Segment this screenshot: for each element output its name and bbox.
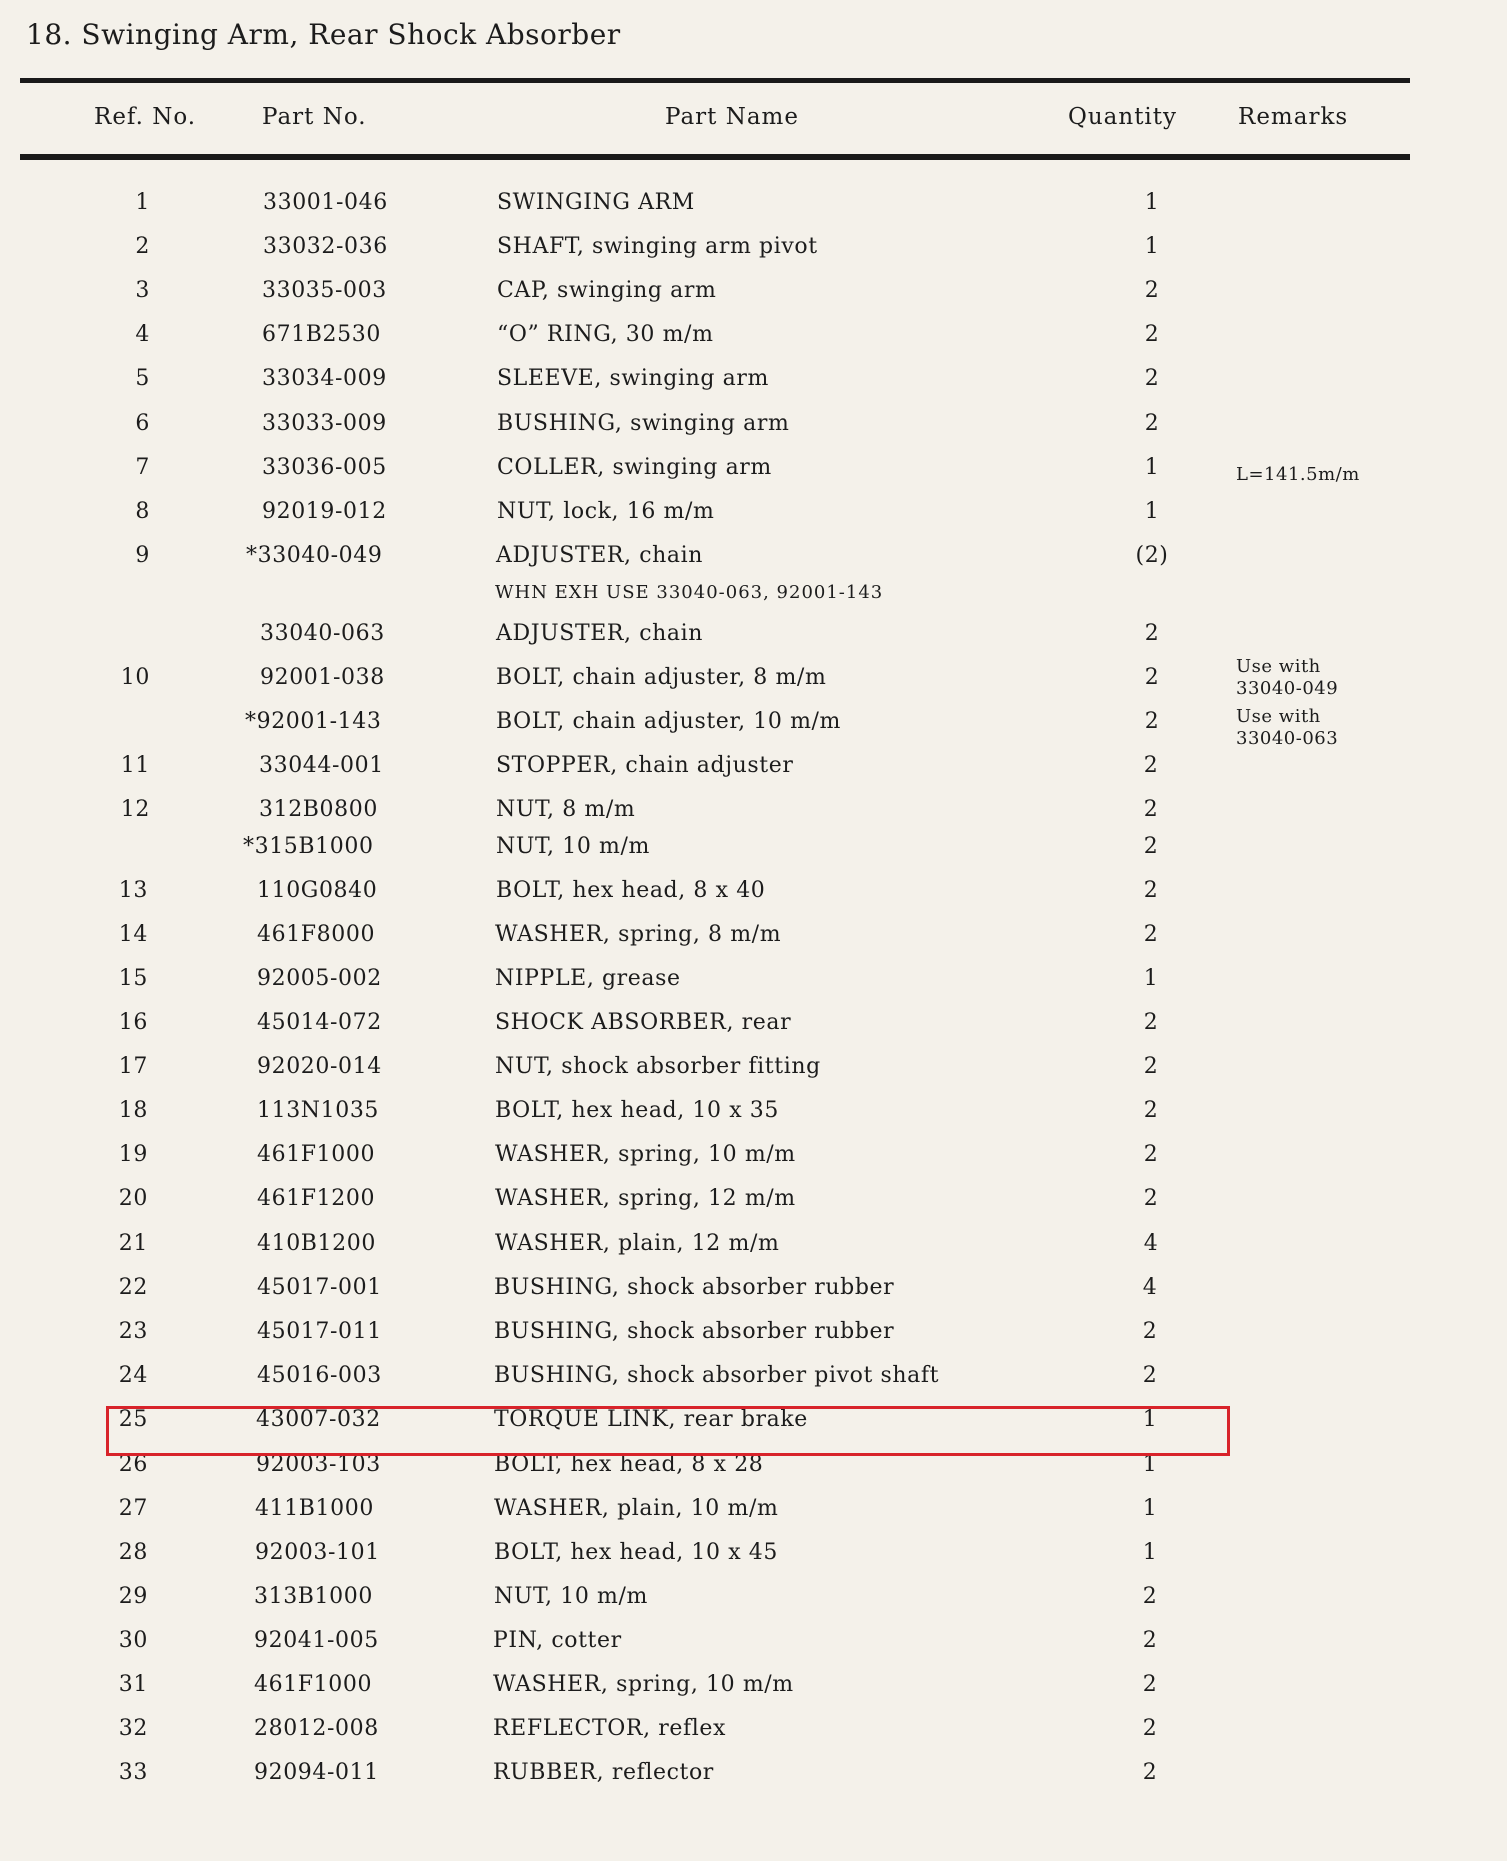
quantity-cell: 4 — [1142, 1275, 1158, 1300]
part-no-cell: 33033-009 — [262, 411, 387, 436]
ref-no-cell: 31 — [118, 1672, 148, 1697]
part-no-cell: 33040-063 — [260, 621, 385, 646]
table-row — [0, 1275, 1507, 1319]
part-name-cell: NUT, 10 m/m — [496, 834, 650, 859]
part-name-cell: BUSHING, shock absorber rubber — [494, 1275, 895, 1300]
quantity-cell: 1 — [1144, 499, 1160, 524]
table-row — [0, 190, 1507, 234]
part-name-cell: RUBBER, reflector — [493, 1760, 714, 1785]
quantity-cell: 2 — [1144, 621, 1160, 646]
part-name-cell: PIN, cotter — [493, 1628, 622, 1653]
part-no-cell: 92019-012 — [262, 499, 387, 524]
part-name-cell: “O” RING, 30 m/m — [497, 322, 714, 347]
part-name-cell: ADJUSTER, chain — [496, 543, 704, 568]
part-no-cell: 92094-011 — [254, 1760, 379, 1785]
ref-no-cell: 11 — [120, 753, 150, 778]
part-no-cell: 312B0800 — [259, 797, 378, 822]
ref-no-cell: 6 — [135, 411, 150, 436]
part-no-cell: *92001-143 — [245, 709, 382, 734]
ref-no-cell: 21 — [118, 1231, 148, 1256]
part-no-cell: 33001-046 — [263, 190, 388, 215]
quantity-cell: 2 — [1143, 834, 1159, 859]
part-no-cell: 92020-014 — [257, 1054, 382, 1079]
table-row — [0, 1584, 1507, 1628]
quantity-cell: 2 — [1142, 1760, 1158, 1785]
part-no-cell: 45017-001 — [257, 1275, 382, 1300]
table-row — [0, 834, 1507, 878]
part-name-cell: SHAFT, swinging arm pivot — [497, 234, 818, 259]
part-no-cell: *33040-049 — [246, 543, 383, 568]
table-row — [0, 543, 1507, 587]
quantity-cell: 2 — [1143, 878, 1159, 903]
table-row — [0, 1054, 1507, 1098]
ref-no-cell: 17 — [118, 1054, 148, 1079]
table-row — [0, 411, 1507, 455]
part-no-cell: 410B1200 — [257, 1231, 376, 1256]
quantity-cell: 2 — [1143, 1186, 1159, 1211]
quantity-cell: 1 — [1144, 455, 1160, 480]
ref-no-cell: 32 — [118, 1716, 148, 1741]
quantity-cell: 2 — [1142, 1363, 1158, 1388]
remarks-cell: Use with 33040-063 — [1236, 706, 1339, 749]
quantity-cell: 2 — [1143, 753, 1159, 778]
part-name-cell: WASHER, spring, 12 m/m — [495, 1186, 796, 1211]
table-row — [0, 1452, 1507, 1496]
part-name-cell: NUT, 10 m/m — [494, 1584, 648, 1609]
quantity-cell: 2 — [1142, 1319, 1158, 1344]
ref-no-cell: 33 — [118, 1760, 148, 1785]
ref-no-cell: 5 — [135, 366, 150, 391]
part-no-cell: 28012-008 — [254, 1716, 379, 1741]
part-name-cell: BOLT, hex head, 8 x 28 — [494, 1452, 764, 1477]
quantity-cell: 2 — [1144, 322, 1160, 347]
highlight-box — [106, 1406, 1230, 1456]
table-row — [0, 1540, 1507, 1584]
part-no-cell: 92041-005 — [254, 1628, 379, 1653]
table-row — [0, 753, 1507, 797]
part-name-cell: BUSHING, shock absorber pivot shaft — [494, 1363, 940, 1388]
ref-no-cell: 15 — [118, 966, 148, 991]
part-no-cell: 45014-072 — [257, 1010, 382, 1035]
ref-no-cell: 28 — [118, 1540, 148, 1565]
quantity-cell: 1 — [1144, 234, 1160, 259]
table-row — [0, 1760, 1507, 1804]
quantity-cell: 2 — [1144, 278, 1160, 303]
table-row — [0, 234, 1507, 278]
part-name-cell: TORQUE LINK, rear brake — [494, 1407, 808, 1432]
quantity-cell: 2 — [1143, 1098, 1159, 1123]
quantity-cell: (2) — [1135, 543, 1169, 568]
part-no-cell: 411B1000 — [255, 1496, 374, 1521]
part-no-cell: 45016-003 — [257, 1363, 382, 1388]
part-name-cell: NUT, 8 m/m — [496, 797, 636, 822]
part-name-cell: BOLT, chain adjuster, 8 m/m — [496, 665, 827, 690]
ref-no-cell: 30 — [118, 1628, 148, 1653]
part-name-cell: WASHER, spring, 10 m/m — [495, 1142, 796, 1167]
part-no-cell: 33034-009 — [262, 366, 387, 391]
part-name-cell: ADJUSTER, chain — [496, 621, 704, 646]
header-part-no: Part No. — [262, 104, 367, 130]
part-name-cell: STOPPER, chain adjuster — [496, 753, 794, 778]
part-no-cell: 461F1200 — [257, 1186, 376, 1211]
part-name-cell: SWINGING ARM — [497, 190, 695, 215]
part-no-cell: 33044-001 — [259, 753, 384, 778]
ref-no-cell: 2 — [135, 234, 150, 259]
part-no-cell: 671B2530 — [262, 322, 381, 347]
ref-no-cell: 22 — [118, 1275, 148, 1300]
part-no-cell: 110G0840 — [257, 878, 378, 903]
table-row — [0, 1098, 1507, 1142]
part-no-cell: 92003-101 — [255, 1540, 380, 1565]
part-no-cell: 461F1000 — [257, 1142, 376, 1167]
table-row — [0, 1010, 1507, 1054]
ref-no-cell: 24 — [118, 1363, 148, 1388]
part-no-cell: 461F1000 — [254, 1672, 373, 1697]
table-row — [0, 1363, 1507, 1407]
quantity-cell: 2 — [1143, 1142, 1159, 1167]
quantity-cell: 2 — [1143, 1010, 1159, 1035]
part-no-cell: 33035-003 — [262, 278, 387, 303]
quantity-cell: 1 — [1142, 1540, 1158, 1565]
part-name-cell: BOLT, hex head, 10 x 35 — [495, 1098, 779, 1123]
ref-no-cell: 7 — [135, 455, 150, 480]
part-name-cell: NUT, shock absorber fitting — [495, 1054, 821, 1079]
table-row — [0, 878, 1507, 922]
part-name-cell: NUT, lock, 16 m/m — [497, 499, 715, 524]
header-quantity: Quantity — [1068, 104, 1178, 130]
header-part-name: Part Name — [665, 104, 799, 130]
ref-no-cell: 10 — [120, 665, 150, 690]
part-no-cell: 461F8000 — [257, 922, 376, 947]
quantity-cell: 2 — [1142, 1628, 1158, 1653]
quantity-cell: 1 — [1144, 190, 1160, 215]
part-name-cell: WASHER, spring, 8 m/m — [495, 922, 782, 947]
table-row — [0, 1496, 1507, 1540]
part-no-cell: 43007-032 — [256, 1407, 381, 1432]
table-row — [0, 1231, 1507, 1275]
ref-no-cell: 18 — [118, 1098, 148, 1123]
quantity-cell: 2 — [1144, 366, 1160, 391]
table-row — [0, 966, 1507, 1010]
table-row — [0, 499, 1507, 543]
ref-no-cell: 9 — [135, 543, 150, 568]
ref-no-cell: 19 — [118, 1142, 148, 1167]
part-name-cell: WASHER, plain, 12 m/m — [495, 1231, 780, 1256]
ref-no-cell: 4 — [135, 322, 150, 347]
part-no-cell: *315B1000 — [243, 834, 374, 859]
quantity-cell: 2 — [1142, 1584, 1158, 1609]
table-row — [0, 1319, 1507, 1363]
ref-no-cell: 25 — [118, 1407, 148, 1432]
table-row — [0, 366, 1507, 410]
part-no-cell: 92003-103 — [256, 1452, 381, 1477]
ref-no-cell: 14 — [118, 922, 148, 947]
part-name-cell: SHOCK ABSORBER, rear — [495, 1010, 792, 1035]
part-no-cell: 45017-011 — [257, 1319, 382, 1344]
part-name-cell: WASHER, spring, 10 m/m — [493, 1672, 794, 1697]
quantity-cell: 2 — [1142, 1716, 1158, 1741]
part-name-cell: BUSHING, swinging arm — [497, 411, 790, 436]
row9-note: WHN EXH USE 33040-063, 92001-143 — [495, 582, 884, 603]
quantity-cell: 2 — [1144, 665, 1160, 690]
part-no-cell: 33032-036 — [263, 234, 388, 259]
ref-no-cell: 29 — [118, 1584, 148, 1609]
header-ref-no: Ref. No. — [94, 104, 197, 130]
part-no-cell: 33036-005 — [262, 455, 387, 480]
part-name-cell: COLLER, swinging arm — [497, 455, 772, 480]
table-row — [0, 322, 1507, 366]
quantity-cell: 2 — [1144, 709, 1160, 734]
part-name-cell: SLEEVE, swinging arm — [497, 366, 769, 391]
ref-no-cell: 23 — [118, 1319, 148, 1344]
part-name-cell: WASHER, plain, 10 m/m — [494, 1496, 779, 1521]
ref-no-cell: 12 — [120, 797, 150, 822]
ref-no-cell: 1 — [135, 190, 150, 215]
table-row — [0, 278, 1507, 322]
quantity-cell: 2 — [1143, 797, 1159, 822]
part-name-cell: REFLECTOR, reflex — [493, 1716, 726, 1741]
ref-no-cell: 16 — [118, 1010, 148, 1035]
table-row — [0, 922, 1507, 966]
quantity-cell: 1 — [1142, 1407, 1158, 1432]
part-name-cell: BOLT, chain adjuster, 10 m/m — [496, 709, 842, 734]
quantity-cell: 1 — [1142, 1496, 1158, 1521]
part-name-cell: BOLT, hex head, 10 x 45 — [494, 1540, 778, 1565]
part-name-cell: BOLT, hex head, 8 x 40 — [496, 878, 766, 903]
part-name-cell: BUSHING, shock absorber rubber — [494, 1319, 895, 1344]
ref-no-cell: 27 — [118, 1496, 148, 1521]
part-no-cell: 92005-002 — [257, 966, 382, 991]
ref-no-cell: 20 — [118, 1186, 148, 1211]
part-name-cell: CAP, swinging arm — [497, 278, 717, 303]
remarks-cell: Use with 33040-049 — [1236, 656, 1339, 699]
ref-no-cell: 26 — [118, 1452, 148, 1477]
quantity-cell: 2 — [1143, 1054, 1159, 1079]
part-name-cell: NIPPLE, grease — [495, 966, 681, 991]
quantity-cell: 2 — [1143, 922, 1159, 947]
part-no-cell: 313B1000 — [254, 1584, 373, 1609]
ref-no-cell: 8 — [135, 499, 150, 524]
table-row — [0, 1716, 1507, 1760]
quantity-cell: 1 — [1142, 1452, 1158, 1477]
part-no-cell: 113N1035 — [257, 1098, 380, 1123]
table-row — [0, 1672, 1507, 1716]
part-no-cell: 92001-038 — [260, 665, 385, 690]
remarks-cell: L=141.5m/m — [1236, 464, 1360, 485]
header-remarks: Remarks — [1238, 104, 1349, 130]
ref-no-cell: 13 — [118, 878, 148, 903]
page-title: 18. Swinging Arm, Rear Shock Absorber — [26, 18, 621, 51]
quantity-cell: 2 — [1142, 1672, 1158, 1697]
quantity-cell: 4 — [1143, 1231, 1159, 1256]
table-row — [0, 1628, 1507, 1672]
table-row — [0, 1142, 1507, 1186]
quantity-cell: 1 — [1143, 966, 1159, 991]
ref-no-cell: 3 — [135, 278, 150, 303]
quantity-cell: 2 — [1144, 411, 1160, 436]
table-row — [0, 1186, 1507, 1230]
